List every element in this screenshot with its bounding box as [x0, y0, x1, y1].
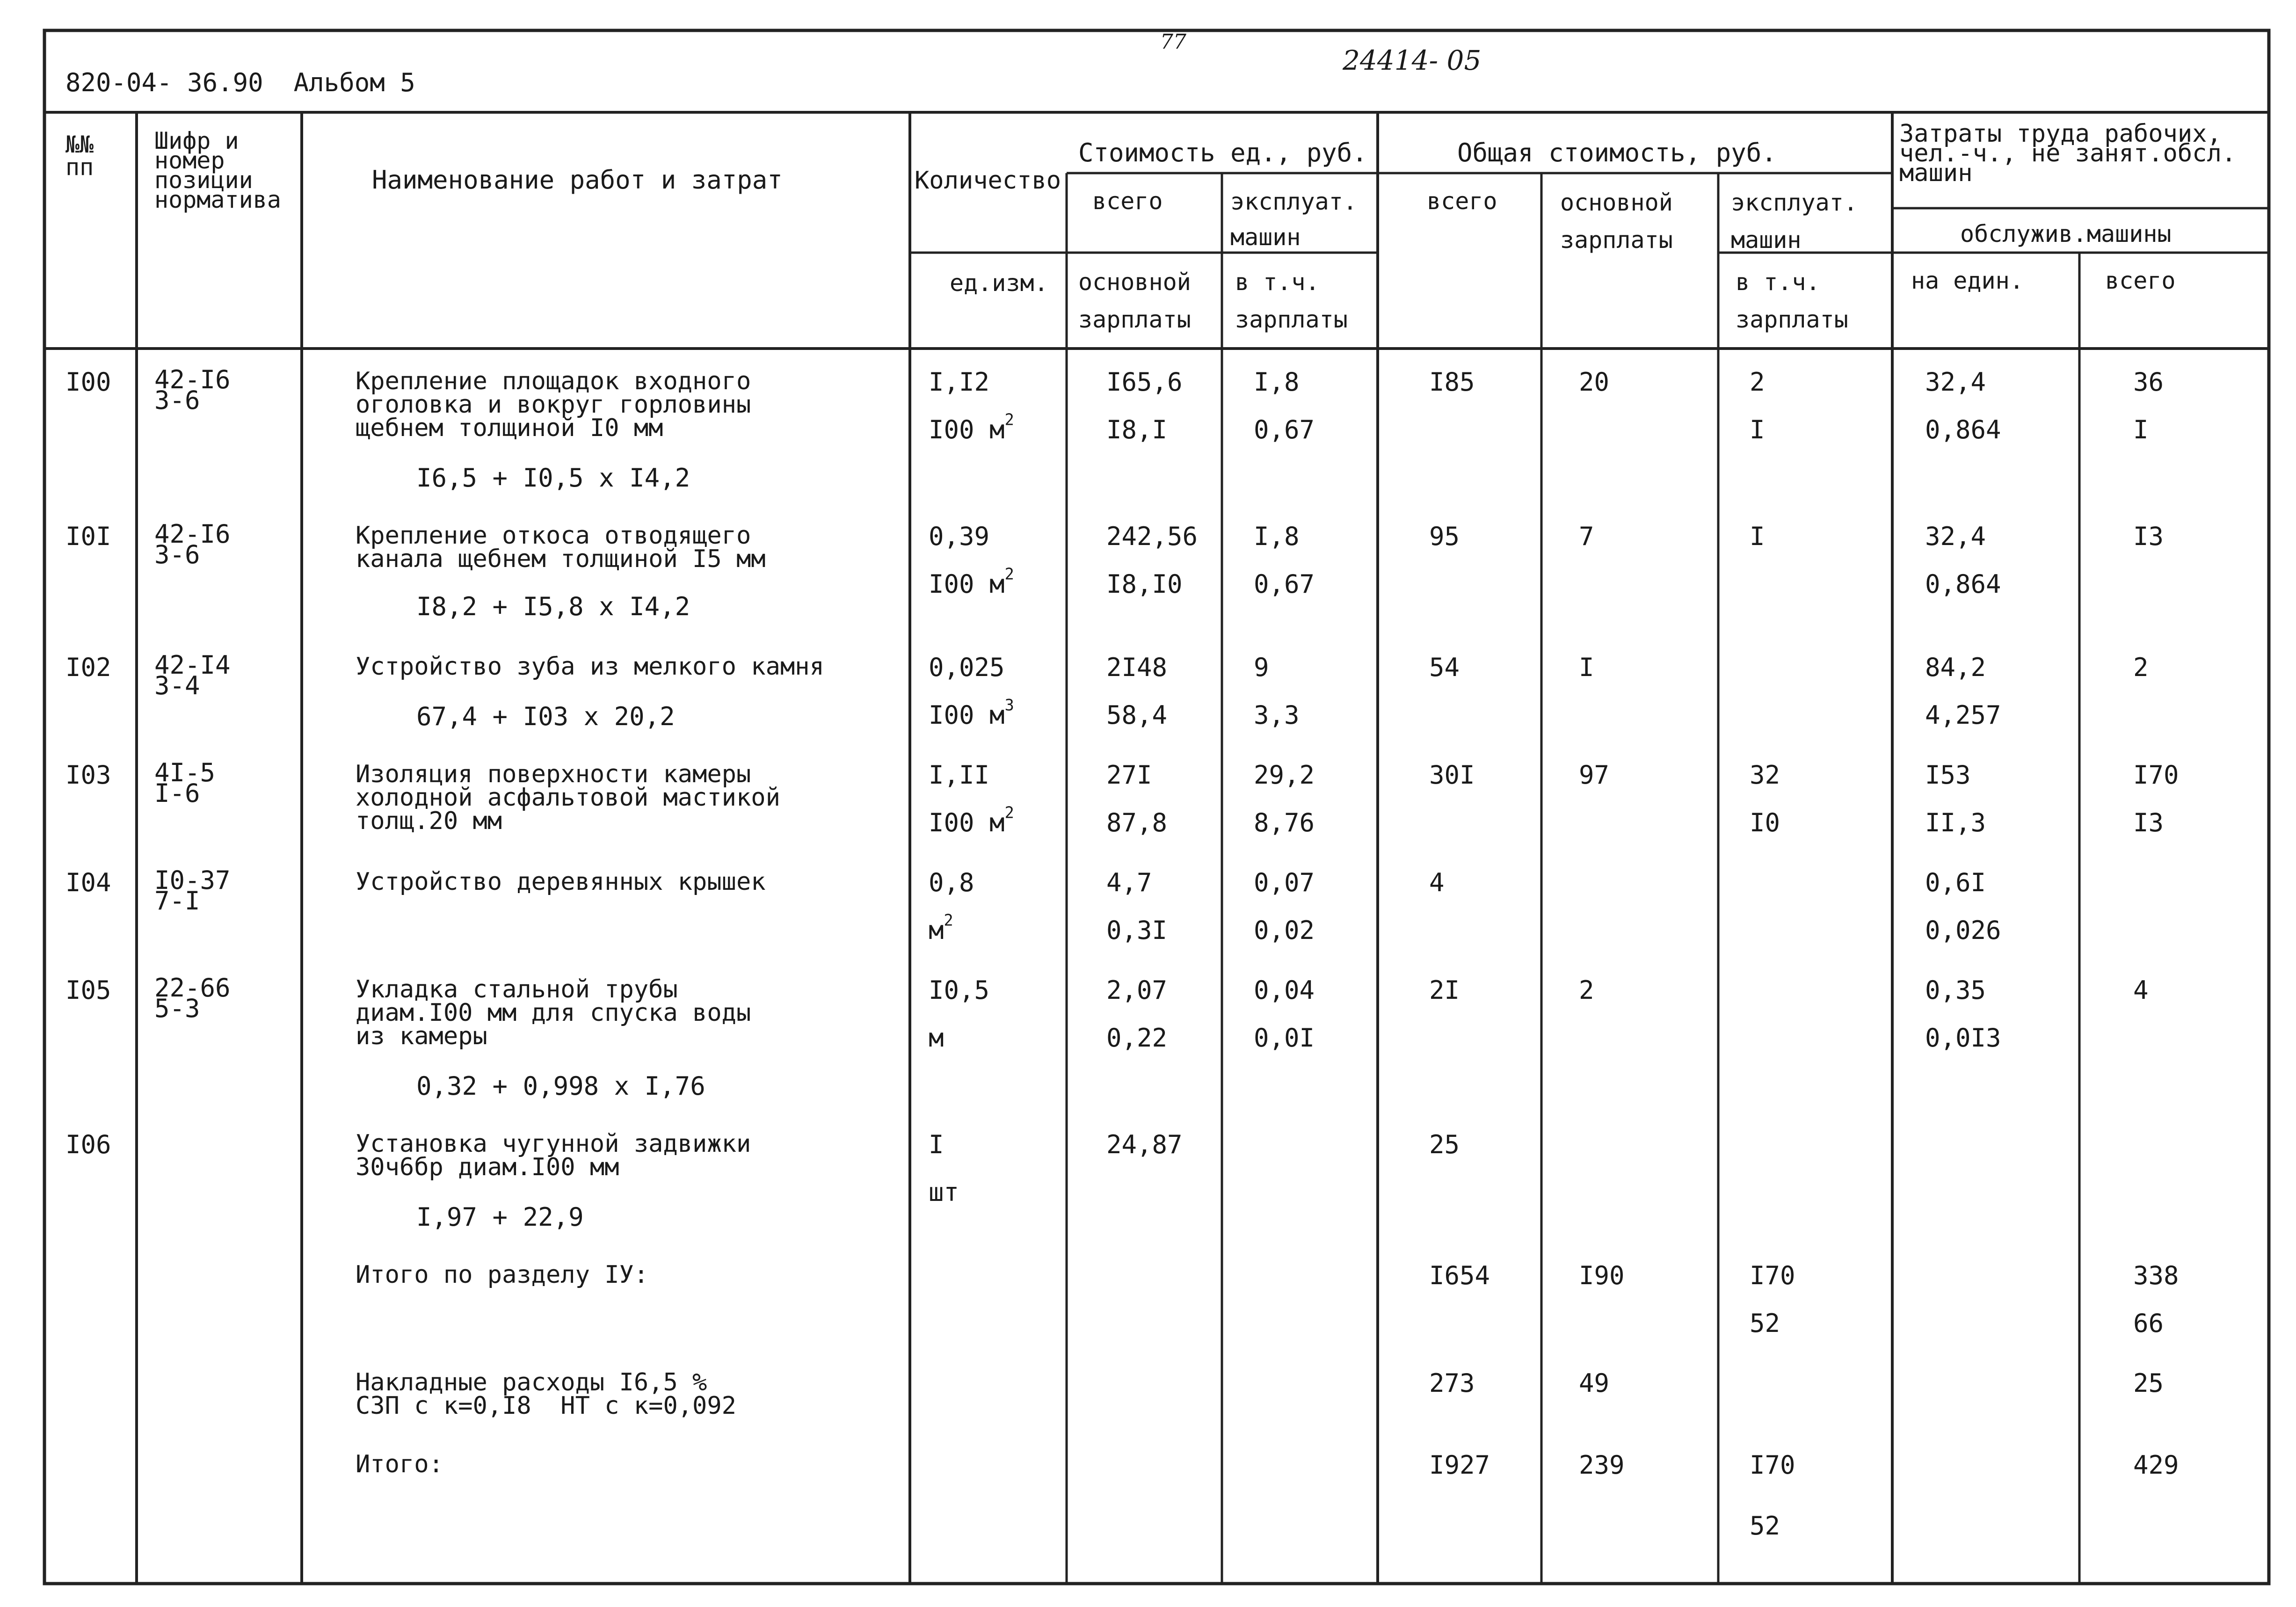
header-unit-cost: Стоимость ед., руб.: [1078, 138, 1367, 167]
row-name: Установка чугунной задвижки 30ч6бр диам.I00 мм: [356, 1130, 751, 1181]
total-wage: 239: [1579, 1450, 1625, 1480]
row-quantity: 0,8: [929, 868, 974, 897]
header-total-cost-total: всего: [1427, 188, 1497, 215]
labor-per-unit-service: 0,0I3: [1925, 1023, 2001, 1053]
total-cost-incl-wage: I: [1750, 415, 1765, 444]
row-unit: шт: [929, 1178, 959, 1207]
unit-exponent: 2: [1004, 565, 1014, 583]
header-labor: Затраты труда рабочих, чел.-ч., не занят.обсл. машин: [1899, 120, 2237, 187]
labor-per-unit: 32,4: [1925, 367, 1986, 397]
row-quantity: I,I2: [929, 367, 990, 397]
labor-per-unit: 0,6I: [1925, 868, 1986, 897]
unit-cost-machines: I,8: [1254, 367, 1300, 397]
header-total-cost-incl-wage: в т.ч. зарплаты: [1736, 269, 1848, 333]
row-code: 42-I4 3-4: [154, 650, 231, 700]
total-label: Накладные расходы I6,5 % СЗП с к=0,I8 НТ с к=0,092: [356, 1368, 736, 1420]
unit-cost-wage: I8,I0: [1106, 569, 1183, 599]
row-formula: I8,2 + I5,8 x I4,2: [416, 592, 690, 621]
header-unit: ед.изм.: [950, 269, 1048, 297]
total-cost-machines: 32: [1750, 760, 1780, 790]
unit-cost-wage: I8,I: [1106, 415, 1168, 444]
row-number: I05: [65, 975, 111, 1005]
unit-cost-machines: 9: [1254, 653, 1269, 682]
header-name: Наименование работ и затрат: [372, 165, 783, 195]
unit-cost-total: 2I48: [1106, 653, 1168, 682]
header-row-number: №№ пп: [65, 131, 94, 181]
labor-per-unit-service: II,3: [1925, 808, 1986, 837]
header-labor-per-unit: на един.: [1911, 267, 2024, 294]
total-cost-wage: 7: [1579, 522, 1594, 551]
unit-exponent: 2: [944, 911, 953, 930]
total-labor: 429: [2133, 1450, 2179, 1480]
total-wage: 49: [1579, 1368, 1610, 1398]
row-formula: 67,4 + I03 x 20,2: [416, 702, 675, 731]
row-code: I0-37 7-I: [154, 865, 231, 916]
header-unit-cost-machines: эксплуат. машин: [1230, 188, 1357, 251]
unit-cost-incl-wage: 0,67: [1254, 569, 1315, 599]
row-code: 4I-5 I-6: [154, 758, 216, 808]
unit-cost-incl-wage: 0,0I: [1254, 1023, 1315, 1053]
unit-cost-machines: 29,2: [1254, 760, 1315, 790]
row-code: 42-I6 3-6: [154, 519, 231, 569]
row-number: I04: [65, 868, 111, 897]
unit-cost-total: 4,7: [1106, 868, 1152, 897]
header-total-cost-wage: основной зарплаты: [1560, 189, 1673, 254]
total-cost: 273: [1429, 1368, 1475, 1398]
unit-cost-wage: 0,22: [1106, 1023, 1168, 1053]
total-labor-service: 66: [2133, 1309, 2164, 1338]
labor-total: 36: [2133, 367, 2164, 397]
total-incl-wage: 52: [1750, 1511, 1780, 1541]
total-cost: I654: [1429, 1261, 1490, 1290]
total-cost-machines: I: [1750, 522, 1765, 551]
row-name: Крепление площадок входного оголовка и вокруг горловины щебнем толщиной I0 мм: [356, 367, 751, 442]
unit-cost-incl-wage: 0,67: [1254, 415, 1315, 444]
unit-cost-total: 27I: [1106, 760, 1152, 790]
row-name: Укладка стальной трубы диам.I00 мм для спуска воды из камеры: [356, 975, 751, 1050]
labor-total-service: I3: [2133, 808, 2164, 837]
header-total-cost-machines: эксплуат. машин: [1731, 189, 1858, 254]
total-wage: I90: [1579, 1261, 1625, 1290]
total-cost: 95: [1429, 522, 1460, 551]
page-number: 77: [1160, 30, 1186, 54]
row-unit: м: [929, 1023, 944, 1053]
unit-cost-incl-wage: 8,76: [1254, 808, 1315, 837]
row-quantity: I: [929, 1130, 944, 1159]
total-cost-incl-wage: I0: [1750, 808, 1780, 837]
row-formula: 0,32 + 0,998 x I,76: [416, 1071, 705, 1101]
row-quantity: I,II: [929, 760, 990, 790]
total-cost-wage: 2: [1579, 975, 1594, 1005]
unit-exponent: 2: [1004, 803, 1014, 822]
total-cost-wage: I: [1579, 653, 1594, 682]
labor-total-service: I: [2133, 415, 2149, 444]
unit-cost-total: 24,87: [1106, 1130, 1183, 1159]
header-unit-cost-total: всего: [1092, 188, 1163, 215]
total-cost-wage: 97: [1579, 760, 1610, 790]
total-cost: 2I: [1429, 975, 1460, 1005]
row-unit: I00 $м^2$: [929, 410, 1014, 444]
unit-cost-total: I65,6: [1106, 367, 1183, 397]
total-cost-wage: 20: [1579, 367, 1610, 397]
row-name: Изоляция поверхности камеры холодной асфальтовой мастикой толщ.20 мм: [356, 760, 780, 835]
total-cost: 25: [1429, 1130, 1460, 1159]
total-labor: 25: [2133, 1368, 2164, 1398]
header-unit-cost-wage: основной зарплаты: [1078, 269, 1191, 333]
labor-per-unit-service: 0,026: [1925, 916, 2001, 945]
header-labor-service: обслужив.машины: [1960, 220, 2172, 247]
total-cost: I927: [1429, 1450, 1490, 1480]
header-code: Шифр и номер позиции норматива: [154, 127, 281, 213]
labor-per-unit-service: 4,257: [1925, 700, 2001, 730]
row-unit: I00 $м^2$: [929, 565, 1014, 599]
unit-exponent: 2: [1004, 410, 1014, 429]
total-label: Итого по разделу IУ:: [356, 1261, 649, 1289]
unit-cost-wage: 87,8: [1106, 808, 1168, 837]
labor-total: 2: [2133, 653, 2149, 682]
labor-total: I3: [2133, 522, 2164, 551]
row-number: I00: [65, 367, 111, 397]
row-formula: I6,5 + I0,5 x I4,2: [416, 463, 690, 493]
labor-total: I70: [2133, 760, 2179, 790]
row-name: Крепление откоса отводящего канала щебнем толщиной I5 мм: [356, 522, 766, 573]
total-label: Итого:: [356, 1450, 443, 1478]
total-machines: I70: [1750, 1261, 1795, 1290]
labor-per-unit-service: 0,864: [1925, 415, 2001, 444]
header-labor-total: всего: [2105, 267, 2176, 294]
total-cost: I85: [1429, 367, 1475, 397]
row-quantity: I0,5: [929, 975, 990, 1005]
labor-per-unit: 84,2: [1925, 653, 1986, 682]
unit-cost-wage: 58,4: [1106, 700, 1168, 730]
row-number: I03: [65, 760, 111, 790]
total-incl-wage: 52: [1750, 1309, 1780, 1338]
total-cost: 30I: [1429, 760, 1475, 790]
labor-total: 4: [2133, 975, 2149, 1005]
unit-cost-total: 242,56: [1106, 522, 1198, 551]
header-total-cost: Общая стоимость, руб.: [1457, 138, 1777, 167]
row-number: I02: [65, 653, 111, 682]
total-cost: 4: [1429, 868, 1445, 897]
total-cost-machines: 2: [1750, 367, 1765, 397]
unit-cost-machines: 0,07: [1254, 868, 1315, 897]
row-number: I0I: [65, 522, 111, 551]
row-quantity: 0,39: [929, 522, 990, 551]
unit-cost-total: 2,07: [1106, 975, 1168, 1005]
header-unit-cost-incl-wage: в т.ч. зарплаты: [1235, 269, 1348, 333]
row-unit: $м^2$: [929, 911, 953, 945]
row-number: I06: [65, 1130, 111, 1159]
labor-per-unit: I53: [1925, 760, 1971, 790]
archive-stamp: 24414- 05: [1343, 44, 1482, 76]
total-cost: 54: [1429, 653, 1460, 682]
row-quantity: 0,025: [929, 653, 1005, 682]
row-formula: I,97 + 22,9: [416, 1202, 584, 1232]
unit-cost-wage: 0,3I: [1106, 916, 1168, 945]
unit-cost-incl-wage: 3,3: [1254, 700, 1300, 730]
unit-cost-incl-wage: 0,02: [1254, 916, 1315, 945]
unit-cost-machines: I,8: [1254, 522, 1300, 551]
labor-per-unit: 0,35: [1925, 975, 1986, 1005]
row-unit: I00 $м^3$: [929, 696, 1014, 730]
row-name: Устройство зуба из мелкого камня: [356, 653, 824, 681]
row-code: 22-66 5-3: [154, 973, 231, 1023]
row-code: 42-I6 3-6: [154, 365, 231, 415]
row-name: Устройство деревянных крышек: [356, 868, 766, 896]
row-unit: I00 $м^2$: [929, 803, 1014, 837]
unit-cost-machines: 0,04: [1254, 975, 1315, 1005]
unit-exponent: 3: [1004, 696, 1014, 714]
total-labor: 338: [2133, 1261, 2179, 1290]
labor-per-unit: 32,4: [1925, 522, 1986, 551]
labor-per-unit-service: 0,864: [1925, 569, 2001, 599]
document-code: 820-04- 36.90 Альбом 5: [65, 68, 415, 97]
header-quantity: Количество: [915, 167, 1061, 195]
total-machines: I70: [1750, 1450, 1795, 1480]
